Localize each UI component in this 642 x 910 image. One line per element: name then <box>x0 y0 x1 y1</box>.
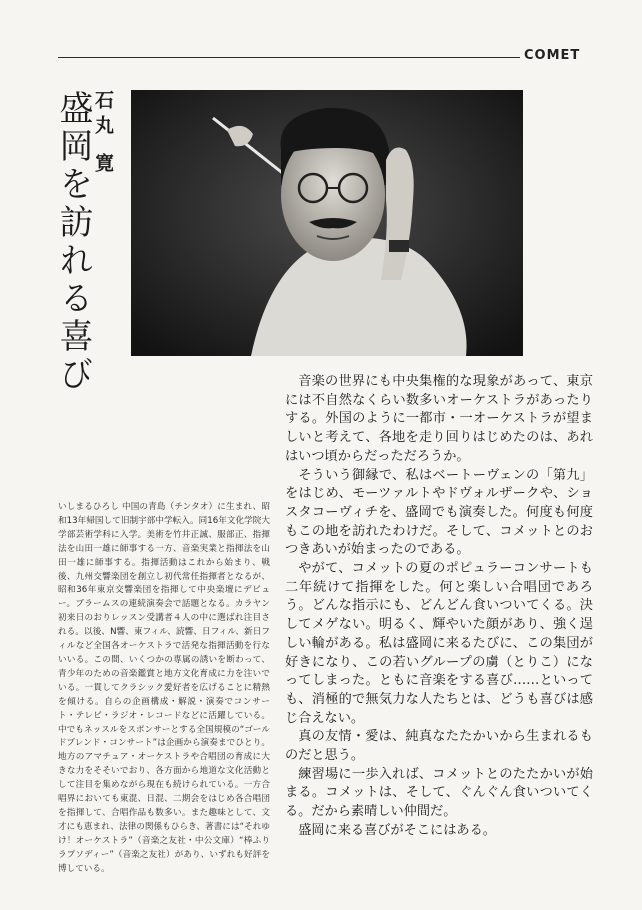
essay-paragraph: 音楽の世界にも中央集権的な現象があって、東京には不自然なくらい数多いオーケストラがあったりする。外国のように一都市・一オーケストラが望ましいと考えて、各地を走り回りはじめたのは、あれはいつ頃からだっただろうか。 <box>285 374 593 464</box>
essay-body <box>285 373 593 841</box>
essay-paragraph: 真の友情・愛は、純真なたたかいから生まれるものだと思う。 <box>285 729 593 764</box>
author-biography: いしまるひろし 中国の青島（チンタオ）に生まれ、昭和13年帰国して旧制宇部中学転入。同16年文化学院大学部芸術学科に入学。美術を竹井正誠、服部正、指揮法を山田一雄に師事する一方、音楽実業と指揮法を山田一雄に師事する。指揮活動はこれから始まり、戦後、九州交響楽団を創立し初代常任指揮者となるが、昭和36年東京交響楽団を指揮して中央楽壇にデビュー。ブラームスの連続演奏会で話題となる。カラヤン初来日のおりレッスン受講者４人の中に選ばれ注目される。以後、N響、東フィル、読響、日フィル、新日フィルなど全国各オーケストラで活発な指揮活動を行ないいる。この間、いくつかの専属の誘いを断わって、青少年のための音楽鑑賞と地方文化育成に力を注いでいる。一貫してクラシック愛好者を広げることに精熱を傾ける。自らの企画構成・解説・演奏でコンサート・テレビ・ラジオ・レコードなどに活躍している。中でもネッスルをスポンサーとする全国規模の“ゴールドブレンド・コンサート”は企画から演奏までひとり。地方のアマチュア・オーケストラや合唱団の育成に大きな力をそそいでおり、各方面から地道な文化活動として注目を集めながら現在も続けられている。一方合唱界においても東混、日混、二期会をはじめ各合唱団を指揮して、合唱作品も数多い。また趣味として、文才にも恵まれ、法律の関係もひらき、著書には“それゆけ！オーケストラ”（音楽之友社・中公文庫）“棒ふりラプソディー”（音楽之友社）があり、いずれも好評を博している。 <box>58 502 270 874</box>
section-label: COMET <box>524 48 581 63</box>
essay-paragraph: 練習場に一歩入れば、コメットとのたたかいが始まる。コメットは、そして、ぐんぐん食いついてくる。だから素晴しい仲間だ。 <box>285 766 593 820</box>
header-rule <box>58 57 520 58</box>
essay-paragraph: 盛岡に来る喜びがそこにはある。 <box>298 822 496 838</box>
article-title: 盛岡を訪れる喜び <box>53 90 93 394</box>
essay-paragraph: そういう御縁で、私はベートーヴェンの「第九」をはじめ、モーツァルトやドヴォルザークや、ショスタコーヴィチを、盛岡でも演奏した。何度も何度もこの地を訪れたわけだ。そして、コメットとのおつきあいが始まったのである。 <box>285 467 593 558</box>
conductor-photo <box>131 90 523 356</box>
essay-paragraph: やがて、コメットの夏のポピュラーコンサートも二年続けて指揮をした。何と楽しい合唱団であろう。どんな指示にも、どんどん食いついてくる。決してメゲない。明るく、輝やいた顔があり、強く逞しい輪がある。私は盛岡に来るたびに、この集団が好きになり、この若いグループの虜（とりこ）になってしまった。ともに音楽をする喜び……といっても、消極的で無気力な人たちとは、どうも喜びは感じ合えない。 <box>285 561 593 726</box>
author-name: 石丸 寛 <box>92 90 114 178</box>
